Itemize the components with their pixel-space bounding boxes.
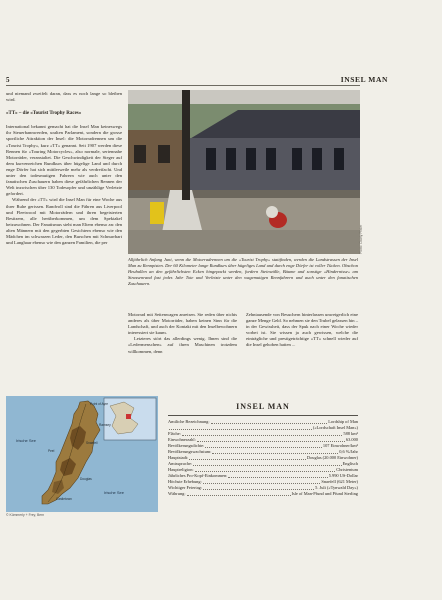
map-label-douglas: Douglas xyxy=(80,477,92,481)
fact-label: Bevölkerungswachstum: xyxy=(168,449,212,454)
map-label-castletown: Castletown xyxy=(56,497,72,501)
fact-value: («Lordschaft Insel Man») xyxy=(312,425,358,430)
map-label-ramsey: Ramsey xyxy=(99,423,111,427)
fact-value: 0,6 %/Jahr xyxy=(339,449,358,454)
section-heading: «TT» – die «Tourist Trophy Races» xyxy=(6,111,82,117)
paragraph: Motorrad mit Seitenwagen anreisen. Sie reden über nichts anderes als über Motorräder, haben keinen Sinn für die Landschaft, und auch der Kontakt mit den Inselbewohnern interessiert sie kaum. xyxy=(128,312,237,336)
fact-leader xyxy=(228,473,327,478)
fact-leader xyxy=(197,437,345,442)
fact-leader xyxy=(212,449,338,454)
text-column-1 xyxy=(6,91,122,246)
fact-value: 107 Einwohner/km² xyxy=(322,443,358,448)
page-number: 5 xyxy=(6,76,10,84)
fact-leader xyxy=(189,455,306,460)
fact-leader xyxy=(169,425,312,430)
fact-label: Bevölkerungsdichte: xyxy=(168,443,205,448)
fact-leader xyxy=(205,443,322,448)
fact-label: Hauptreligion: xyxy=(168,467,194,472)
fact-value: 588 km² xyxy=(343,431,358,436)
header-rule xyxy=(6,85,360,86)
fact-value: 5. Juli («Tynwald Day») xyxy=(315,485,358,490)
photo-credit: Photo: Charly Pfister xyxy=(359,224,363,254)
fact-leader xyxy=(203,485,314,490)
fact-leader xyxy=(193,461,341,466)
fact-leader xyxy=(195,467,336,472)
fact-value: Christentum xyxy=(336,467,358,472)
map-label-peel: Peel xyxy=(48,449,55,453)
running-title: INSEL MAN xyxy=(340,75,388,84)
fact-rows xyxy=(166,419,360,497)
fact-value: Douglas (20.000 Einwohner) xyxy=(306,455,358,460)
fact-label: Währung: xyxy=(168,491,186,496)
paragraph: International bekannt gemacht hat die Insel Man keineswegs ihr Steuerbannwerden, uralten Parlament, sondern die grosse sportliche Attraktion der Insel: die Motorradrennen um die «Tourist Trophy», kurz «TT» genannt. Seit 1907 werden diese Rennen für «Touring Motorcycles», also normale, seriennahe Motorräder, veranstaltet. Die Geschwindigkeit der Sieger auf dem kurvenreichen Rundkurs über hügelige Land und durch enge Dörfer hat sich mittlerweile mehr als verdreifacht. Und unter den todesmutigen Fahrern wie auch unter den fanatischen Zuschauern haben diese gefährlichen Rennen der Welt inzwischen über 130 Todesopfer und unzählige Verletzte gefordert. xyxy=(6,124,122,197)
fact-value: Snaefell (621 Meter) xyxy=(321,479,358,484)
fact-value: Lordship of Man xyxy=(328,419,358,424)
fact-label: Amtliche Bezeichnung: xyxy=(168,419,210,424)
fact-label: Wichtiger Feiertag: xyxy=(168,485,203,490)
fact-row xyxy=(166,491,360,497)
map-credit: © Kümmerly + Frey, Bern xyxy=(6,513,45,517)
fact-leader xyxy=(203,479,321,484)
map-label-irish-sea-2: Irische See xyxy=(104,490,125,495)
map-label-irish-sea: Irische See xyxy=(16,438,37,443)
fact-label: Amtssprache: xyxy=(168,461,193,466)
fact-label: Höchste Erhebung: xyxy=(168,479,202,484)
fact-label: Fläche: xyxy=(168,431,181,436)
fact-value: Englisch xyxy=(342,461,358,466)
fact-label: Einwohnerzahl: xyxy=(168,437,196,442)
fact-leader xyxy=(187,491,291,496)
fact-box-title: INSEL MAN xyxy=(236,402,290,411)
paragraph: Letzteres stört das allerdings wenig. Ihnen sind die «Ledermenschen» auf ihren Maschinen trotzdem willkommen, denn xyxy=(128,336,237,354)
fact-value: Isle of Man-Pfund und Pfund Sterling xyxy=(291,491,358,496)
fact-label: Hauptstadt: xyxy=(168,455,189,460)
photo-caption: Alljährlich Anfang Juni, wenn die Motorradrennen um die «Tourist Trophy» stattfinden, werden die Landstrassen der Insel Man zu Rennpisten. Der 60 Kilometer lange Rundkurs über hügeliges Land und durch enge Dörfer ist voller Tücken. Obschon Heuballen an den gefährlichsten Ecken hingepackt werden, fordern Steinwälle, Bäume und sonstige «Hindernisse» am Strassenrand fast jedes Jahr Tote und Verletzte unter den wagemutigen Rennfahrern und auch unter den fanatischen Zuschauern. xyxy=(128,257,358,286)
fact-box-rule xyxy=(168,415,358,416)
map-label-snaefell: Snaefell xyxy=(86,441,98,445)
paragraph: Zehntausende von Besuchern hinterlassen unweigerlich eine ganze Menge Geld. So nehmen sie den Trubel gelassen hin – in der Gewissheit, dass der Spuk nach einer Woche wieder vorbei ist. Sie wissen ja auch gewissen, welche die einträgliche und prestigeträchtige «TT» schnell wieder auf die Insel gehoben hatten ... xyxy=(246,312,358,348)
fact-value: 63.000 xyxy=(345,437,358,442)
fact-value: 5.990 US-Dollar xyxy=(328,473,358,478)
isle-of-man-map xyxy=(6,396,158,512)
fact-label: Jährliches Pro-Kopf-Einkommen: xyxy=(168,473,228,478)
text-column-2 xyxy=(128,312,237,355)
map-label-point-of-ayre: Point of Ayre xyxy=(90,402,109,406)
fact-box xyxy=(166,396,360,512)
photo xyxy=(128,90,360,254)
fact-leader xyxy=(211,419,328,424)
paragraph-intro: und niemand zweifelt daran, dass es noch lange so bleiben wird. xyxy=(6,91,122,103)
paragraph: Während der «TT» wird die Insel Man für eine Woche aus ihrer Ruhe gerissen. Randvoll sind die Fähren aus Liverpool und Fleetwood mit Motorrädern und ihren begeisterten Besitzern, alle herüberkommen, um dem Spektakel beizuwohnen. Der Fanatismus sieht man Eltern ebenso an: den alten Männern mit den gegerbten Gesichtern ebenso wie den Mädchen im schwarzen Leder, den Burschen mit Schnurrbart und Langhaar ebenso wie den ganzen Familien, die per xyxy=(6,197,122,246)
fact-leader xyxy=(182,431,342,436)
text-column-3 xyxy=(246,312,358,349)
